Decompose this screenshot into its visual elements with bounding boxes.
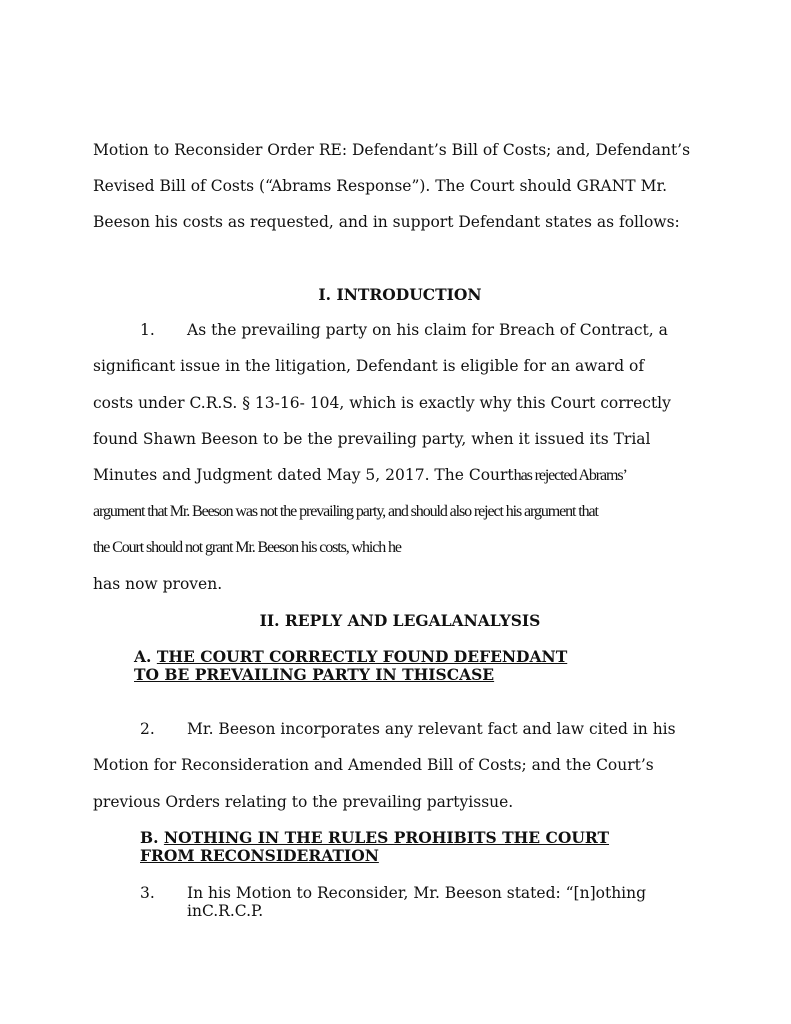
intro-line-3: Beeson his costs as requested, and in support Defendant states as follows: [93, 213, 680, 231]
paragraph-1-line-7: the Court should not grant Mr. Beeson his costs, which he [93, 539, 401, 556]
subheading-letter: A. [134, 647, 152, 666]
paragraph-3 [140, 884, 646, 920]
paragraph-text: inC.R.C.P. [187, 902, 264, 920]
paragraph-text: Minutes and Judgment dated May 5, 2017. The Court [93, 466, 514, 484]
paragraph-number: 1. [140, 321, 155, 339]
intro-line-2: Revised Bill of Costs (“Abrams Response”). The Court should GRANT Mr. [93, 177, 668, 195]
paragraph-text: In his Motion to Reconsider, Mr. Beeson stated: “[n]othing [187, 884, 647, 902]
paragraph-number: 3. [140, 884, 155, 902]
paragraph-text-condensed: has rejected Abrams’ [513, 467, 627, 484]
paragraph-2-line-2: Motion for Reconsideration and Amended Bill of Costs; and the Court’s [93, 756, 654, 774]
paragraph-number: 2. [140, 720, 155, 738]
paragraph-text: Mr. Beeson incorporates any relevant fact and law cited in his [187, 720, 676, 738]
paragraph-2-first-line [140, 720, 676, 738]
paragraph-2-line-3: previous Orders relating to the prevailing partyissue. [93, 793, 514, 811]
paragraph-1-line-3: costs under C.R.S. § 13-16- 104, which is exactly why this Court correctly [93, 394, 671, 412]
paragraph-1-first-line [140, 321, 668, 339]
paragraph-1-line-6: argument that Mr. Beeson was not the prevailing party, and should also reject his argument that [93, 503, 598, 520]
subheading-text: FROM RECONSIDERATION [140, 846, 379, 865]
paragraph-1-line-8: has now proven. [93, 575, 223, 593]
paragraph-1-line-4: found Shawn Beeson to be the prevailing party, when it issued its Trial [93, 430, 651, 448]
paragraph-1-line-5 [93, 466, 627, 485]
subheading-letter: B. [140, 828, 159, 847]
section-heading-introduction: I. INTRODUCTION [318, 285, 482, 304]
subheading-a [134, 648, 567, 684]
intro-line-1: Motion to Reconsider Order RE: Defendant’s Bill of Costs; and, Defendant’s [93, 141, 691, 159]
section-heading-reply: II. REPLY AND LEGALANALYSIS [259, 611, 541, 630]
subheading-text: NOTHING IN THE RULES PROHIBITS THE COURT [163, 828, 610, 847]
paragraph-text: As the prevailing party on his claim for Breach of Contract, a [187, 321, 668, 339]
subheading-b [140, 829, 609, 865]
subheading-text: TO BE PREVAILING PARTY IN THISCASE [134, 665, 495, 684]
subheading-text: THE COURT CORRECTLY FOUND DEFENDANT [156, 647, 568, 666]
paragraph-1-line-2: significant issue in the litigation, Defendant is eligible for an award of [93, 357, 645, 375]
